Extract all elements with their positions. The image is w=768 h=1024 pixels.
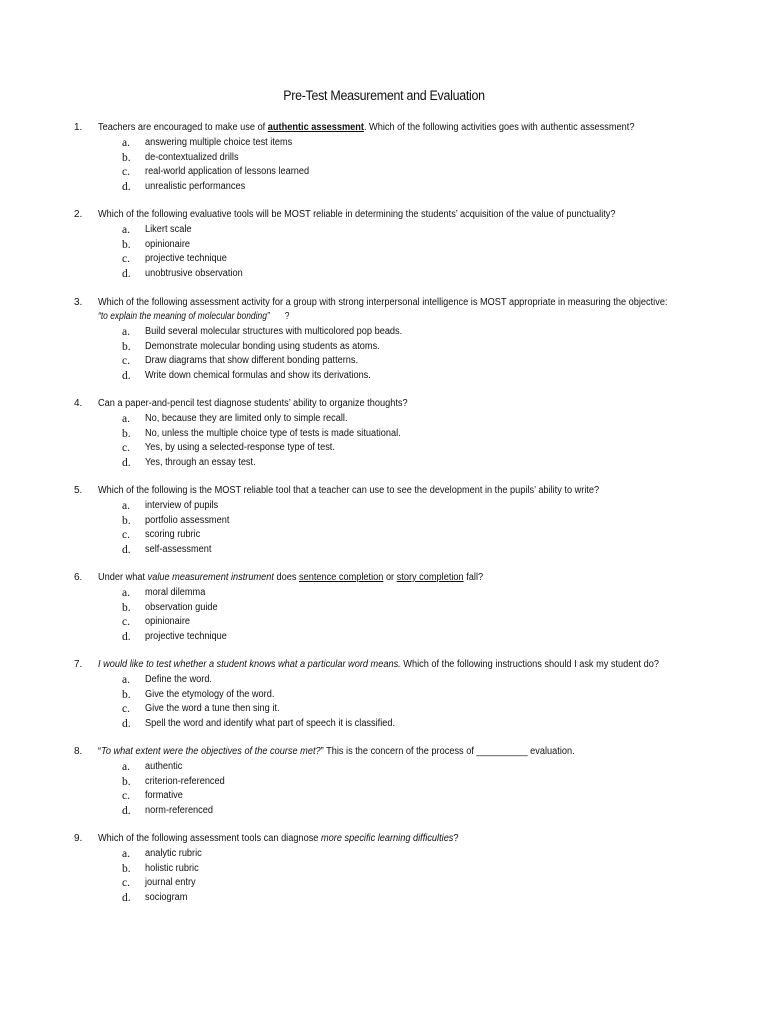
question-number: 5. [74, 485, 83, 496]
option-letter: a. [122, 137, 130, 149]
question-number: 1. [74, 122, 83, 133]
option-letter: d. [122, 369, 131, 382]
option-letter: c. [122, 166, 130, 179]
question-text [98, 745, 575, 759]
answer-option [74, 180, 714, 195]
option-text: Give the etymology of the word. [145, 688, 275, 700]
option-letter: d. [122, 267, 131, 280]
option-text: sociogram [145, 891, 188, 903]
question-number: 3. [74, 297, 83, 308]
question-number: 4. [74, 398, 83, 409]
option-text: Build several molecular structures with multicolored pop beads. [145, 326, 403, 337]
answer-option [74, 412, 714, 427]
answer-options [74, 760, 714, 818]
question-text-segment: Which of the following assessment tools can diagnose [98, 833, 321, 844]
question-text-segment: “ [98, 746, 102, 757]
answer-option [74, 702, 714, 717]
question-text-segment: Which of the following assessment activity for a group with strong interpersonal intelligence is MOST appropriate in measuring the objective: [98, 297, 668, 308]
answer-option [74, 499, 714, 514]
option-letter: c. [122, 790, 130, 803]
option-letter: b. [122, 514, 131, 527]
question-text [98, 397, 408, 411]
question-text-segment: Which of the following is the MOST reliable tool that a teacher can use to see the development in the pupils’ ability to write? [98, 485, 600, 496]
question-text-segment: . Which of the following activities goes with authentic assessment? [363, 122, 635, 133]
question-number: 7. [74, 659, 83, 670]
question-4 [74, 397, 714, 470]
option-text: No, because they are limited only to simple recall. [145, 413, 348, 424]
question-text [98, 658, 659, 672]
option-text: moral dilemma [145, 587, 206, 598]
question-text-segment: or [383, 572, 397, 583]
option-letter: b. [122, 151, 131, 164]
answer-option [74, 340, 714, 355]
question-text-segment: Which of the following instructions should I ask my student do? [400, 659, 659, 670]
answer-option [74, 369, 714, 384]
option-letter: c. [122, 442, 130, 455]
question-text-segment: ? [453, 833, 459, 844]
option-text: Define the word. [145, 674, 213, 685]
answer-option [74, 456, 714, 471]
option-text: authentic [145, 761, 183, 772]
question-text-segment: Under what [98, 572, 148, 583]
answer-option [74, 615, 714, 630]
question-stem [74, 571, 714, 585]
answer-option [74, 862, 714, 877]
question-text-continued-inner [98, 310, 290, 324]
option-letter: a. [122, 413, 130, 425]
option-letter: b. [122, 427, 131, 440]
option-letter: d. [122, 456, 131, 469]
option-letter: a. [122, 848, 130, 860]
answer-option [74, 586, 714, 601]
option-text: analytic rubric [145, 848, 202, 859]
question-text-segment: sentence completion [298, 572, 384, 583]
answer-option [74, 514, 714, 529]
answer-options [74, 499, 714, 557]
question-9 [74, 832, 714, 905]
question-number: 9. [74, 833, 83, 844]
option-text: self-assessment [145, 543, 212, 555]
option-text: Demonstrate molecular bonding using students as atoms. [145, 340, 380, 352]
option-letter: c. [122, 355, 130, 368]
question-8 [74, 745, 714, 818]
answer-option [74, 151, 714, 166]
option-text: Spell the word and identify what part of speech it is classified. [145, 717, 396, 729]
answer-options [74, 325, 714, 383]
option-letter: b. [122, 862, 131, 875]
option-text: criterion-referenced [145, 775, 225, 787]
answer-option [74, 267, 714, 282]
answer-options [74, 586, 714, 644]
answer-option [74, 165, 714, 180]
option-letter: a. [122, 326, 130, 338]
answer-option [74, 717, 714, 732]
option-text: real-world application of lessons learned [145, 166, 310, 178]
option-letter: c. [122, 703, 130, 716]
answer-option [74, 775, 714, 790]
question-text-segment: Which of the following evaluative tools will be MOST reliable in determining the students’ acquisition of the value of punctuality? [98, 209, 616, 220]
option-letter: b. [122, 238, 131, 251]
question-text [98, 121, 634, 135]
answer-option [74, 804, 714, 819]
question-stem [74, 832, 714, 846]
question-text-segment: more specific learning difficulties [320, 833, 454, 844]
question-stem [74, 745, 714, 759]
option-letter: a. [122, 761, 130, 773]
option-letter: a. [122, 674, 130, 686]
option-text: Give the word a tune then sing it. [145, 703, 280, 715]
question-text-segment: To what extent were the objectives of the course met? [101, 746, 321, 757]
question-1 [74, 121, 714, 194]
question-text-segment: fall? [463, 572, 484, 583]
answer-option [74, 136, 714, 151]
question-text-segment: authentic assessment [267, 122, 364, 133]
option-text: opinionaire [145, 616, 191, 628]
question-text-continued-segment: ? [284, 311, 290, 322]
option-letter: d. [122, 717, 131, 730]
question-stem [74, 208, 714, 222]
option-text: unrealistic performances [145, 180, 246, 192]
answer-option [74, 427, 714, 442]
answer-option [74, 354, 714, 369]
answer-option [74, 847, 714, 862]
option-text: projective technique [145, 630, 227, 642]
question-text-segment: Can a paper-and-pencil test diagnose students’ ability to organize thoughts? [98, 398, 408, 409]
option-text: formative [145, 790, 183, 802]
question-text-segment: Teachers are encouraged to make use of [98, 122, 268, 133]
answer-option [74, 528, 714, 543]
option-text: Likert scale [145, 224, 192, 235]
answer-option [74, 876, 714, 891]
question-text-segment: I would like to test whether a student knows what a particular word means. [98, 659, 401, 670]
question-stem [74, 658, 714, 672]
option-letter: a. [122, 500, 130, 512]
answer-option [74, 891, 714, 906]
option-text: journal entry [145, 877, 196, 889]
option-letter: b. [122, 340, 131, 353]
question-text-segment: ” This is the concern of the process of __________ evaluation. [320, 746, 575, 757]
question-6 [74, 571, 714, 644]
question-2 [74, 208, 714, 281]
option-letter: d. [122, 630, 131, 643]
option-letter: c. [122, 529, 130, 542]
answer-option [74, 238, 714, 253]
answer-option [74, 252, 714, 267]
question-text [98, 832, 459, 846]
option-text: projective technique [145, 253, 227, 265]
option-letter: d. [122, 891, 131, 904]
question-number: 2. [74, 209, 83, 220]
question-stem [74, 296, 714, 310]
answer-options [74, 412, 714, 470]
question-text-segment: does [273, 572, 299, 583]
question-stem [74, 121, 714, 135]
question-text [98, 484, 599, 498]
option-text: Yes, by using a selected-response type of test. [145, 442, 335, 454]
option-text: Yes, through an essay test. [145, 456, 256, 468]
question-stem [74, 397, 714, 411]
question-text [98, 208, 616, 222]
option-text: norm-referenced [145, 804, 214, 816]
option-letter: b. [122, 688, 131, 701]
answer-option [74, 441, 714, 456]
answer-options [74, 223, 714, 281]
question-text-segment: story completion [396, 572, 464, 583]
question-7 [74, 658, 714, 731]
question-text [98, 296, 667, 310]
option-text: unobtrusive observation [145, 267, 243, 279]
answer-option [74, 630, 714, 645]
option-text: opinionaire [145, 238, 191, 250]
answer-option [74, 543, 714, 558]
option-text: holistic rubric [145, 862, 199, 874]
option-letter: c. [122, 616, 130, 629]
question-text-continued-segment: “to explain the meaning of molecular bonding” [98, 311, 270, 322]
answer-option [74, 688, 714, 703]
answer-option [74, 325, 714, 340]
question-number: 6. [74, 572, 83, 583]
question-3 [74, 296, 714, 383]
question-number: 8. [74, 746, 83, 757]
option-text: answering multiple choice test items [145, 137, 293, 148]
option-letter: b. [122, 601, 131, 614]
answer-option [74, 789, 714, 804]
question-text-continued [74, 310, 714, 324]
answer-options [74, 673, 714, 731]
page-title: Pre-Test Measurement and Evaluation [283, 88, 485, 103]
option-letter: c. [122, 877, 130, 890]
option-letter: d. [122, 180, 131, 193]
option-text: Write down chemical formulas and show its derivations. [145, 369, 371, 381]
option-letter: a. [122, 587, 130, 599]
option-text: Draw diagrams that show different bonding patterns. [145, 355, 359, 367]
answer-options [74, 136, 714, 194]
option-letter: c. [122, 253, 130, 266]
answer-option [74, 601, 714, 616]
option-text: scoring rubric [145, 529, 201, 541]
option-letter: a. [122, 224, 130, 236]
question-text [98, 571, 483, 585]
question-5 [74, 484, 714, 557]
answer-option [74, 760, 714, 775]
option-text: de-contextualized drills [145, 151, 239, 163]
option-text: observation guide [145, 601, 218, 613]
answer-option [74, 673, 714, 688]
answer-options [74, 847, 714, 905]
option-text: portfolio assessment [145, 514, 230, 526]
option-text: interview of pupils [145, 500, 219, 511]
option-letter: b. [122, 775, 131, 788]
question-text-segment: value measurement instrument [147, 572, 274, 583]
option-text: No, unless the multiple choice type of tests is made situational. [145, 427, 401, 439]
option-letter: d. [122, 543, 131, 556]
question-stem [74, 484, 714, 498]
option-letter: d. [122, 804, 131, 817]
answer-option [74, 223, 714, 238]
